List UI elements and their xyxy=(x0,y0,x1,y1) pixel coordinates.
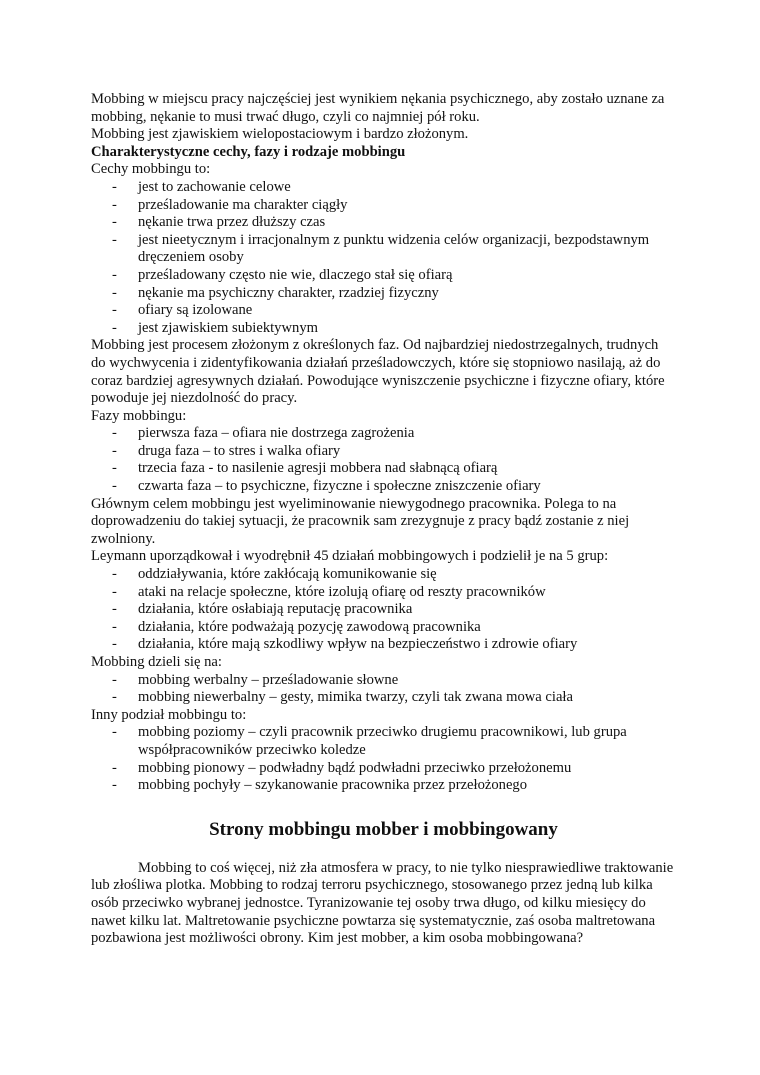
goal-paragraph: Głównym celem mobbingu jest wyeliminowanie niewygodnego pracownika. Polega to na doprowadzeniu do takiej sytuacji, że pracownik sam zrezygnuje z pracy bądź zostanie z niej zwolniony. xyxy=(91,495,630,547)
division-lead: Mobbing dzieli się na: xyxy=(91,654,222,670)
phases-lead: Fazy mobbingu: xyxy=(91,407,187,424)
section-title: Strony mobbingu mobber i mobbingowany xyxy=(209,818,558,840)
list-item: - trzecia faza - to nasilenie agresji mobbera nad słabnącą ofiarą xyxy=(91,460,676,478)
process-paragraph: Mobbing jest procesem złożonym z określonych faz. Od najbardziej niedostrzegalnych, trudnych do wychwycenia i zidentyfikowania działań prześladowczych, które się stopniowo nasilają, aż do coraz bardziej agresywnych działań. Powodujące wyniszczenie psychiczne i fizyczne ofiary, które powoduje jej niezdolność do pracy. xyxy=(91,337,665,407)
other-division-list xyxy=(91,724,676,794)
other-division-lead: Inny podział mobbingu to: xyxy=(91,706,247,723)
phases-list xyxy=(91,425,676,495)
list-item: - jest to zachowanie celowe xyxy=(91,179,676,197)
list-item: - pierwsza faza – ofiara nie dostrzega zagrożenia xyxy=(91,425,676,443)
leymann-lead: Leymann uporządkował i wyodrębnił 45 działań mobbingowych i podzielił je na 5 grup: xyxy=(91,548,609,565)
list-item: - druga faza – to stres i walka ofiary xyxy=(91,443,676,461)
division-list xyxy=(91,672,676,707)
section-paragraph: Mobbing to coś więcej, niż zła atmosfera w pracy, to nie tylko niesprawiedliwe traktowanie lub złośliwa plotka. Mobbing to rodzaj terroru psychicznego, stosowanego przez jedną lub kilka osób przeciwko wybranej jednostce. Tyranizowanie tej osoby trwa długo, od kilku miesięcy do nawet kilku lat. Maltretowanie psychiczne powtarza się systematycznie, zaś osoba maltretowana pozbawiona jest możliwości obrony. Kim jest mobber, a kim osoba mobbingowana? xyxy=(91,859,674,947)
list-item: - jest nieetycznym i irracjonalnym z punktu widzenia celów organizacji, bezpodstawnym dręczeniem osoby xyxy=(91,232,676,267)
list-item: - działania, które osłabiają reputację pracownika xyxy=(91,601,676,619)
document-body xyxy=(91,91,676,948)
leymann-list xyxy=(91,566,676,654)
characteristics-list xyxy=(91,179,676,337)
list-item: - jest zjawiskiem subiektywnym xyxy=(91,320,676,338)
intro-paragraph-2: Mobbing jest zjawiskiem wielopostaciowym i bardzo złożonym. xyxy=(91,126,469,143)
list-item: - działania, które mają szkodliwy wpływ na bezpieczeństwo i zdrowie ofiary xyxy=(91,636,676,654)
list-item: - mobbing pochyły – szykanowanie pracownika przez przełożonego xyxy=(91,777,676,795)
list-item: - nękanie ma psychiczny charakter, rzadziej fizyczny xyxy=(91,285,676,303)
list-item: - mobbing werbalny – prześladowanie słowne xyxy=(91,672,676,690)
list-item: - mobbing poziomy – czyli pracownik przeciwko drugiemu pracownikowi, lub grupa współpracowników przeciwko koledze xyxy=(91,724,676,759)
list-item: - oddziaływania, które zakłócają komunikowanie się xyxy=(91,566,676,584)
list-item: - ofiary są izolowane xyxy=(91,302,676,320)
list-item: - prześladowany często nie wie, dlaczego stał się ofiarą xyxy=(91,267,676,285)
list-item: - mobbing pionowy – podwładny bądź podwładni przeciwko przełożonemu xyxy=(91,760,676,778)
list-item: - mobbing niewerbalny – gesty, mimika twarzy, czyli tak zwana mowa ciała xyxy=(91,689,676,707)
characteristics-heading: Charakterystyczne cechy, fazy i rodzaje mobbingu xyxy=(91,143,406,160)
list-item: - czwarta faza – to psychiczne, fizyczne i społeczne zniszczenie ofiary xyxy=(91,478,676,496)
list-item: - prześladowanie ma charakter ciągły xyxy=(91,197,676,215)
list-item: - ataki na relacje społeczne, które izolują ofiarę od reszty pracowników xyxy=(91,584,676,602)
intro-paragraph-1: Mobbing w miejscu pracy najczęściej jest wynikiem nękania psychicznego, aby zostało uznane za mobbing, nękanie to musi trwać długo, czyli co najmniej pół roku. xyxy=(91,91,665,125)
list-item: - nękanie trwa przez dłuższy czas xyxy=(91,214,676,232)
list-item: - działania, które podważają pozycję zawodową pracownika xyxy=(91,619,676,637)
characteristics-lead: Cechy mobbingu to: xyxy=(91,161,211,178)
